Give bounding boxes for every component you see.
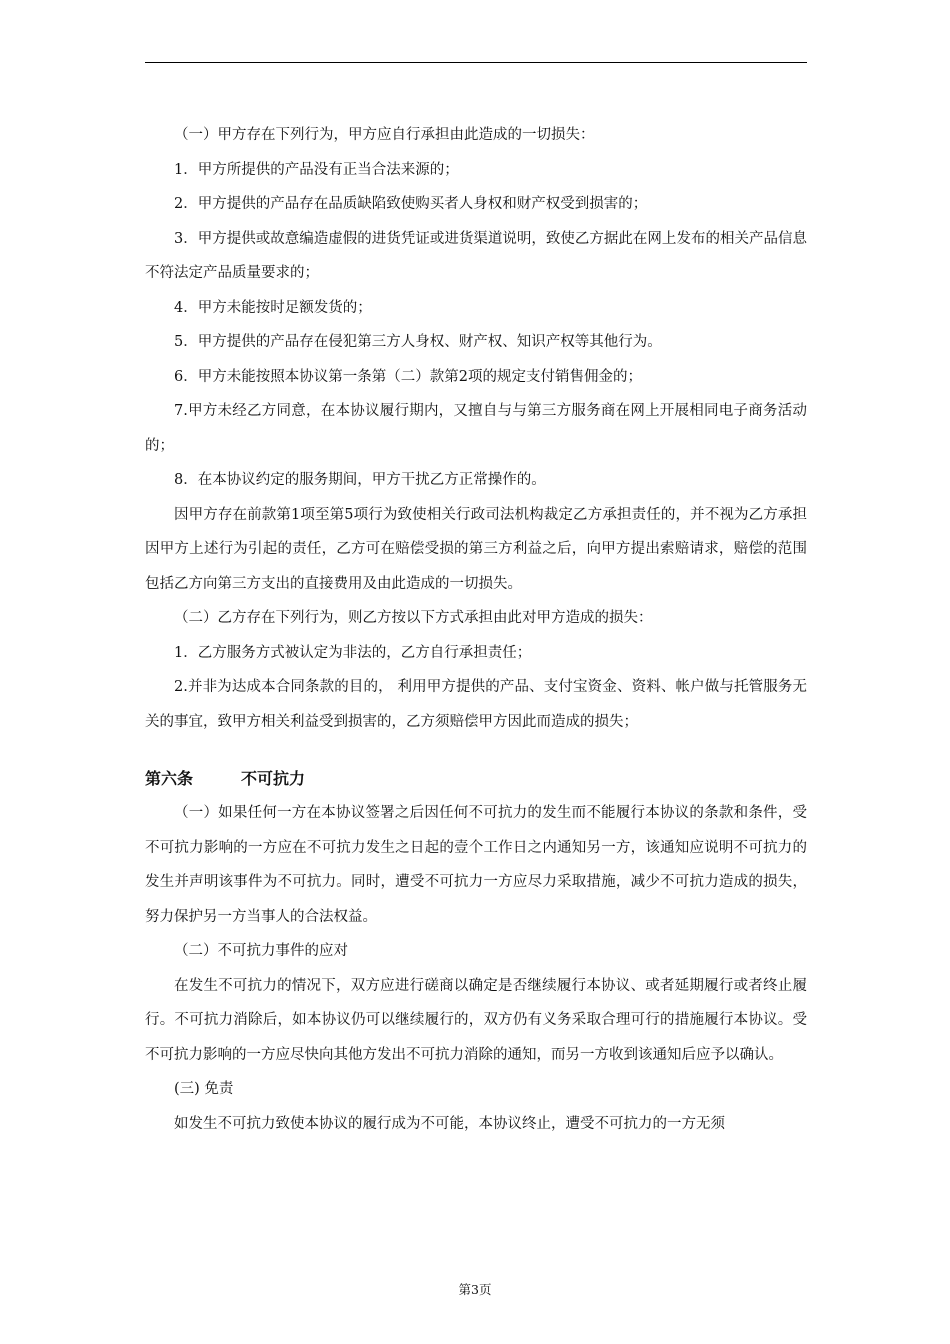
section-6-number: 第六条 <box>145 769 194 788</box>
page-content <box>145 118 807 1141</box>
header-rule <box>145 62 807 63</box>
clause-5-1-item-1: 1．甲方所提供的产品没有正当合法来源的； <box>174 161 459 178</box>
clause-5-1-item-4: 4．甲方未能按时足额发货的； <box>174 299 372 316</box>
clause-6-2-heading: （二）不可抗力事件的应对 <box>174 943 348 959</box>
clause-5-1-indemnity: 因甲方存在前款第1项至第5项行为致使相关行政司法机构裁定乙方承担责任的，并不视为乙方承担因甲方上述行为引起的责任，乙方可在赔偿受损的第三方利益之后，向甲方提出索赔请求，赔偿的范围包括乙方向第三方支出的直接费用及由此造成的一切损失。 <box>145 506 807 592</box>
clause-5-1-item-8: 8．在本协议约定的服务期间，甲方干扰乙方正常操作的。 <box>174 472 546 488</box>
clause-5-1-item-6: 6．甲方未能按照本协议第一条第（二）款第2项的规定支付销售佣金的； <box>174 368 642 385</box>
clause-6-2-body: 在发生不可抗力的情况下，双方应进行磋商以确定是否继续履行本协议、或者延期履行或者终止履行。不可抗力消除后，如本协议仍可以继续履行的，双方仍有义务采取合理可行的措施履行本协议。受不可抗力影响的一方应尽快向其他方发出不可抗力消除的通知，而另一方收到该通知后应予以确认。 <box>145 977 807 1063</box>
clause-6-3-body: 如发生不可抗力致使本协议的履行成为不可能，本协议终止，遭受不可抗力的一方无须 <box>174 1115 725 1132</box>
clause-5-1-item-2: 2．甲方提供的产品存在品质缺陷致使购买者人身权和财产权受到损害的； <box>174 196 648 212</box>
section-6-heading <box>145 762 807 796</box>
clause-6-1: （一）如果任何一方在本协议签署之后因任何不可抗力的发生而不能履行本协议的条款和条件，受不可抗力影响的一方应在不可抗力发生之日起的壹个工作日之内通知另一方，该通知应说明不可抗力的发生并声明该事件为不可抗力。同时，遭受不可抗力一方应尽力采取措施，减少不可抗力造成的损失，努力保护另一方当事人的合法权益。 <box>145 805 807 925</box>
clause-5-1: （一）甲方存在下列行为，甲方应自行承担由此造成的一切损失： <box>174 127 595 143</box>
section-6-title: 不可抗力 <box>241 769 306 788</box>
clause-6-3-heading: (三) 免责 <box>174 1081 234 1097</box>
clause-5-1-item-5: 5．甲方提供的产品存在侵犯第三方人身权、财产权、知识产权等其他行为。 <box>174 334 662 350</box>
clause-5-2-item-1: 1．乙方服务方式被认定为非法的，乙方自行承担责任； <box>174 644 532 661</box>
clause-5-1-item-7: 7.甲方未经乙方同意，在本协议履行期内，又擅自与与第三方服务商在网上开展相同电子商务活动的； <box>145 403 807 454</box>
clause-5-2: （二）乙方存在下列行为，则乙方按以下方式承担由此对甲方造成的损失： <box>174 610 653 626</box>
page-number: 第3页 <box>458 1282 492 1297</box>
clause-5-1-item-3: 3．甲方提供或故意编造虚假的进货凭证或进货渠道说明，致使乙方据此在网上发布的相关产品信息不符法定产品质量要求的； <box>145 230 807 281</box>
clause-5-2-item-2: 2.并非为达成本合同条款的目的， 利用甲方提供的产品、支付宝资金、资料、帐户做与托管服务无关的事宜，致甲方相关利益受到损害的，乙方须赔偿甲方因此而造成的损失； <box>145 679 807 730</box>
